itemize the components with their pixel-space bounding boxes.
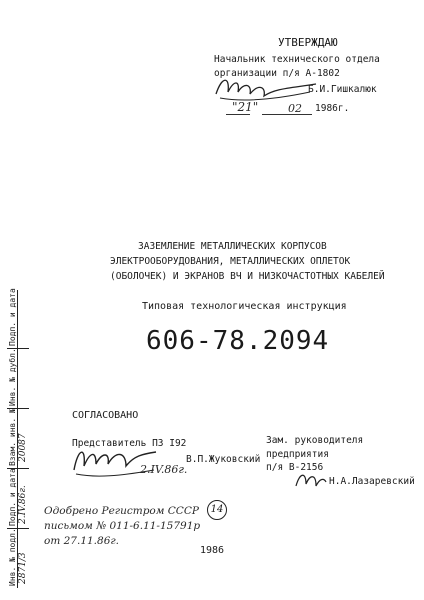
deputy-line1: Зам. руководителя [266, 435, 364, 446]
year: 1986 [200, 545, 225, 556]
register-note-line1: Одобрено Регистром СССР [44, 505, 199, 517]
agreed-rep-name: В.П.Жуковский [186, 454, 261, 465]
deputy-name: Н.А.Лазаревский [329, 476, 415, 487]
approval-signature [212, 74, 322, 106]
title-line2: ЭЛЕКТРООБОРУДОВАНИЯ, МЕТАЛЛИЧЕСКИХ ОПЛЕТОК [110, 256, 351, 267]
date-day-underline [226, 114, 250, 115]
document-number: 606-78.2094 [146, 326, 330, 356]
approval-date-year: 1986г. [315, 103, 350, 114]
agreed-rep-label: Представитель ПЗ I92 [72, 438, 187, 449]
side-value-5: 2871/3 [18, 552, 28, 584]
agreed-heading: СОГЛАСОВАНО [72, 410, 139, 421]
approval-position-line1: Начальник технического отдела [214, 54, 380, 65]
date-month-underline [262, 114, 312, 115]
approval-date-month: 02 [288, 102, 302, 115]
side-stamp [7, 290, 29, 590]
title-line1: ЗАЗЕМЛЕНИЕ МЕТАЛЛИЧЕСКИХ КОРПУСОВ [138, 241, 327, 252]
circled-number [207, 500, 227, 520]
title-line3: (ОБОЛОЧЕК) И ЭКРАНОВ ВЧ И НИЗКОЧАСТОТНЫХ КАБЕЛЕЙ [110, 271, 385, 282]
subtitle: Типовая технологическая инструкция [142, 301, 347, 312]
side-value-4: 2.IV.86г. [18, 485, 28, 524]
register-note-line2: письмом № 011-6.11-15791р [44, 520, 201, 532]
side-label-3: Взам. инв. № [8, 408, 17, 466]
side-label-2: Инв. № дубл. [8, 348, 17, 406]
deputy-line3: п/я В-2156 [266, 462, 324, 473]
approval-date-day: "21" [232, 100, 259, 114]
approval-position-line2: организации п/я А-1802 [214, 68, 340, 79]
side-label-5: Инв. № подл. [8, 528, 17, 586]
side-label-1: Подп. и дата [8, 288, 17, 346]
circled-number-text: 14 [210, 504, 224, 515]
agreed-rep-date: 2.IV.86г. [140, 463, 188, 476]
deputy-line2: предприятия [266, 449, 329, 460]
deputy-signature [292, 468, 328, 494]
side-label-4: Подп. и дата [8, 468, 17, 526]
side-value-3: 20087 [18, 433, 28, 462]
register-note-line3: от 27.11.86г. [44, 535, 120, 547]
approval-heading: УТВЕРЖДАЮ [278, 36, 338, 49]
approval-name: Б.И.Гишкалюк [308, 84, 377, 95]
